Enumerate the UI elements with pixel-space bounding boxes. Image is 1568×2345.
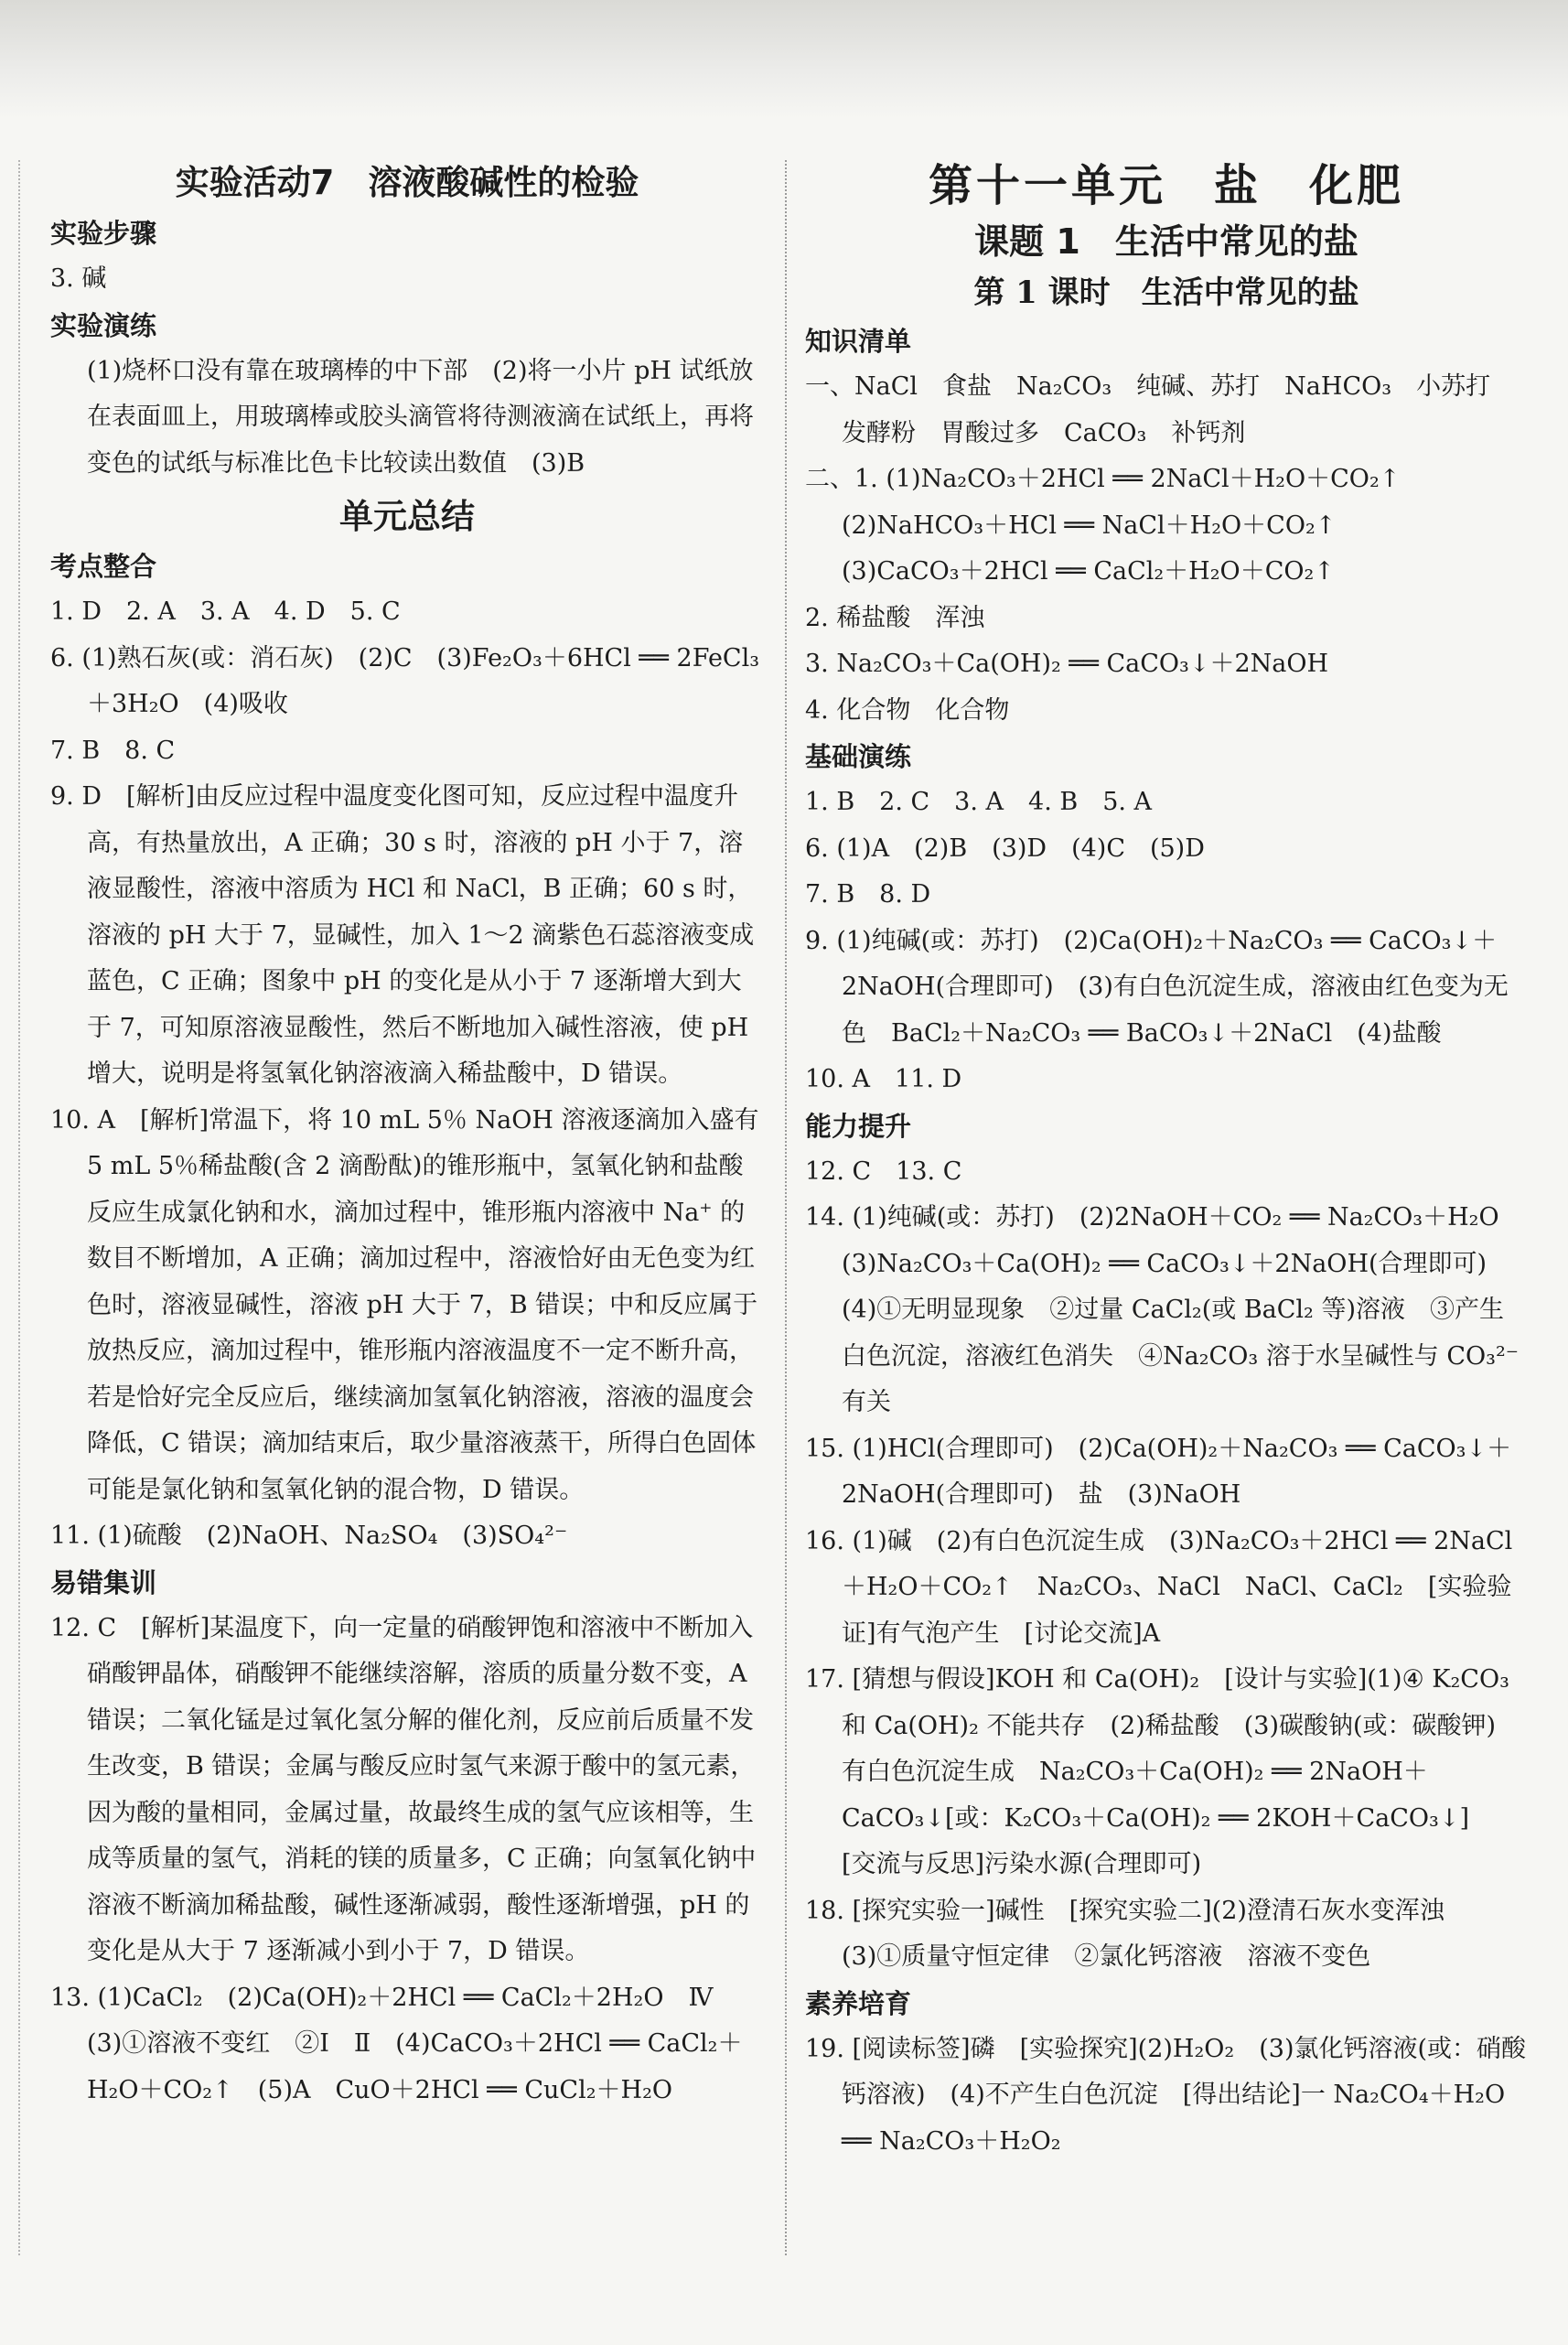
answer-item: 6. (1)熟石灰(或：消石灰) (2)C (3)Fe₂O₃＋6HCl ══ 2FeCl₃＋3H₂O (4)吸收 xyxy=(50,643,760,718)
answer-item: 13. (1)CaCl₂ (2)Ca(OH)₂＋2HCl ══ CaCl₂＋2H₂O Ⅳ (3)①溶液不变红 ②Ⅰ Ⅱ (4)CaCO₃＋2HCl ══ CaCl₂＋H₂O＋CO₂↑ (5)A CuO＋2HCl ══ CuCl₂＋H₂O xyxy=(50,1983,743,2104)
answer-item: 2. 稀盐酸 浑浊 xyxy=(805,603,985,632)
answer-item: 9. D [解析]由反应过程中温度变化图可知，反应过程中温度升高，有热量放出，A 正确；30 s 时，溶液的 pH 小于 7，溶液显酸性，溶液中溶质为 HCl 和 NaCl，B 正确；60 s 时，溶液的 pH 大于 7，显碱性，加入 1～2 滴紫色石蕊溶液变成蓝色，C 正确；图象中 pH 的变化是从小于 7 逐渐增大到大于 7，可知原溶液显酸性，然后不断地加入碱性溶液，使 pH 增大，说明是将氢氧化钠溶液滴入稀盐酸中，D 错误。 xyxy=(50,782,755,1088)
answer-item: 11. (1)硫酸 (2)NaOH、Na₂SO₄ (3)SO₄²⁻ xyxy=(50,1522,568,1550)
section-items xyxy=(805,780,1528,1103)
section-items xyxy=(50,1606,764,2114)
answer-item: (3)CaCO₃＋2HCl ══ CaCl₂＋H₂O＋CO₂↑ xyxy=(842,557,1335,586)
answer-item: 14. (1)纯碱(或：苏打) (2)2NaOH＋CO₂ ══ Na₂CO₃＋H₂O (3)Na₂CO₃＋Ca(OH)₂ ══ CaCO₃↓＋2NaOH(合理即可) (4)①无明显现象 ②过量 CaCl₂(或 BaCl₂ 等)溶液 ③产生白色沉淀，溶液红色消失 ④Na₂CO₃ 溶于水呈碱性与 CO₃²⁻ 有关 xyxy=(805,1203,1524,1416)
answer-item: (2)NaHCO₃＋HCl ══ NaCl＋H₂O＋CO₂↑ xyxy=(842,511,1337,540)
answer-item: 15. (1)HCl(合理即可) (2)Ca(OH)₂＋Na₂CO₃ ══ CaCO₃↓＋2NaOH(合理即可) 盐 (3)NaOH xyxy=(805,1434,1512,1509)
unit-title: 第十一单元 盐 化肥 xyxy=(928,160,1404,211)
left-column xyxy=(50,156,764,2114)
section-heading: 实验步骤 xyxy=(50,218,157,249)
unit-summary-title: 单元总结 xyxy=(339,497,475,536)
answer-item: 6. (1)A (2)B (3)D (4)C (5)D xyxy=(805,834,1205,863)
answer-item: 一、NaCl 食盐 Na₂CO₃ 纯碱、苏打 NaHCO₃ 小苏打 发酵粉 胃酸过多 CaCO₃ 补钙剂 xyxy=(805,372,1516,447)
section-items xyxy=(805,1149,1528,1981)
section-items xyxy=(50,256,764,303)
section-heading: 实验演练 xyxy=(50,309,157,341)
right-column xyxy=(805,156,1528,2165)
answer-item: 10. A 11. D xyxy=(805,1065,962,1093)
section-items xyxy=(805,2027,1528,2166)
scan-top-shadow xyxy=(0,0,1568,119)
answer-item: 3. Na₂CO₃＋Ca(OH)₂ ══ CaCO₃↓＋2NaOH xyxy=(805,650,1329,678)
answer-item: 12. C 13. C xyxy=(805,1156,962,1186)
answer-item: 9. (1)纯碱(或：苏打) (2)Ca(OH)₂＋Na₂CO₃ ══ CaCO₃↓＋2NaOH(合理即可) (3)有白色沉淀生成，溶液由红色变为无色 BaCl₂＋Na₂CO₃ ══ BaCO₃↓＋2NaCl (4)盐酸 xyxy=(805,926,1509,1048)
activity-title: 实验活动7 溶液酸碱性的检验 xyxy=(175,163,639,202)
topic-title: 课题 1 生活中常见的盐 xyxy=(974,221,1359,262)
lesson-title: 第 1 课时 生活中常见的盐 xyxy=(973,274,1359,311)
answer-item: 3. 碱 xyxy=(50,264,107,293)
section-heading: 知识清单 xyxy=(805,326,912,357)
section-items xyxy=(50,589,764,1560)
section-heading: 基础演练 xyxy=(805,741,912,772)
left-margin-dotted-line xyxy=(18,160,20,2255)
answer-item: 10. A [解析]常温下，将 10 mL 5％ NaOH 溶液逐滴加入盛有 5 mL 5％稀盐酸(含 2 滴酚酞)的锥形瓶中，氢氧化钠和盐酸反应生成氯化钠和水，滴加过程中，锥形瓶内溶液中 Na⁺ 的数目不断增加，A 正确；滴加过程中，溶液恰好由无色变为红色时，溶液显碱性，溶液 pH 大于 7，B 错误；中和反应属于放热反应，滴加过程中，锥形瓶内溶液温度不一定不断升高，若是恰好完全反应后，继续滴加氢氧化钠溶液，溶液的温度会降低，C 错误；滴加结束后，取少量溶液蒸干，所得白色固体可能是氯化钠和氢氧化钠的混合物，D 错误。 xyxy=(50,1105,759,1504)
answer-item: 19. [阅读标签]磷 [实验探究](2)H₂O₂ (3)氯化钙溶液(或：硝酸钙溶液) (4)不产生白色沉淀 [得出结论]一 Na₂CO₄＋H₂O ══ Na₂CO₃＋H₂O₂ xyxy=(805,2034,1527,2156)
answer-item: 4. 化合物 化合物 xyxy=(805,695,1010,725)
answer-item: 1. D 2. A 3. A 4. D 5. C xyxy=(50,597,401,626)
answer-item: 7. B 8. C xyxy=(50,736,176,765)
answer-item: 16. (1)碱 (2)有白色沉淀生成 (3)Na₂CO₃＋2HCl ══ 2NaCl＋H₂O＋CO₂↑ Na₂CO₃、NaCl NaCl、CaCl₂ [实验验证]有气泡产生 [讨论交流]A xyxy=(805,1526,1513,1648)
answer-item: 12. C [解析]某温度下，向一定量的硝酸钾饱和溶液中不断加入硝酸钾晶体，硝酸钾不能继续溶解，溶质的质量分数不变，A 错误；二氧化锰是过氧化氢分解的催化剂，反应前后质量不发生改变，B 错误；金属与酸反应时氢气来源于酸中的氢元素，因为酸的量相同，金属过量，故最终生成的氢气应该相等，生成等质量的氢气，消耗的镁的质量多，C 正确；向氢氧化钠中溶液不断滴加稀盐酸，碱性逐渐减弱，酸性逐渐增强，pH 的变化是从大于 7 逐渐减小到小于 7，D 错误。 xyxy=(50,1613,757,1965)
answer-item: 17. [猜想与假设]KOH 和 Ca(OH)₂ [设计与实验](1)④ K₂CO₃ 和 Ca(OH)₂ 不能共存 (2)稀盐酸 (3)碳酸钠(或：碳酸钾) 有白色沉淀生成 Na₂CO₃＋Ca(OH)₂ ══ 2NaOH＋CaCO₃↓[或：K₂CO₃＋Ca(OH)₂ ══ 2KOH＋CaCO₃↓] [交流与反思]污染水源(合理即可) xyxy=(805,1665,1521,1878)
answer-item: 1. B 2. C 3. A 4. B 5. A xyxy=(805,788,1153,816)
section-heading: 素养培育 xyxy=(805,1987,912,2019)
answer-item: 18. [探究实验一]碱性 [探究实验二](2)澄清石灰水变浑浊 (3)①质量守恒定律 ②氯化钙溶液 溶液不变色 xyxy=(805,1896,1469,1971)
column-divider xyxy=(785,160,787,2255)
section-heading: 考点整合 xyxy=(50,551,157,582)
answer-item: (1)烧杯口没有靠在玻璃棒的中下部 (2)将一小片 pH 试纸放在表面皿上，用玻璃棒或胶头滴管将待测液滴在试纸上，再将变色的试纸与标准比色卡比较读出数值 (3)B xyxy=(87,356,754,478)
section-items xyxy=(805,364,1528,734)
section-heading: 能力提升 xyxy=(805,1110,912,1142)
answer-item: 二、1. (1)Na₂CO₃＋2HCl ══ 2NaCl＋H₂O＋CO₂↑ xyxy=(805,465,1401,493)
answer-item: 7. B 8. D xyxy=(805,880,931,909)
section-heading: 易错集训 xyxy=(50,1566,157,1598)
section-items xyxy=(50,349,764,488)
